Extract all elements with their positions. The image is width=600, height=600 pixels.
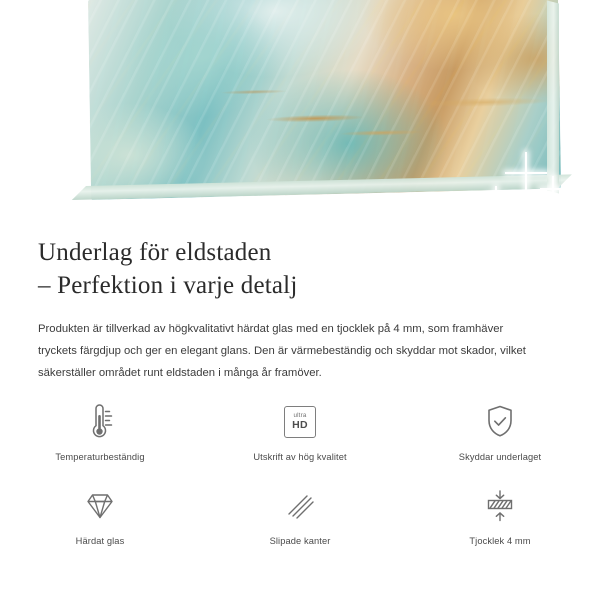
headline-line-2: – Perfektion i varje detalj xyxy=(38,272,298,299)
feature-item-print-quality xyxy=(200,392,400,476)
thickness-icon xyxy=(483,484,517,528)
hero-image-section xyxy=(0,0,600,222)
feature-item-polished-edges xyxy=(200,476,400,560)
description-paragraph: Produkten är tillverkad av högkvalitativt härdat glas med en tjocklek på 4 mm, som framhäver tryckets färgdjup och ger en elegant glans. Den är värmebeständig och skyddar mot skador, vilket säkerställer området runt eldstaden i många år framöver. xyxy=(38,323,526,380)
page-title xyxy=(0,222,600,302)
feature-item-temperature xyxy=(0,392,200,476)
text-content xyxy=(0,222,600,384)
glass-panel-marble-print xyxy=(88,0,561,200)
polished-edges-icon xyxy=(283,484,317,528)
feature-label: Temperaturbeständig xyxy=(55,452,145,462)
ultra-hd-badge-top: ultra xyxy=(293,412,307,420)
feature-label: Skyddar underlaget xyxy=(458,452,542,462)
thermometer-icon xyxy=(83,400,117,444)
feature-grid xyxy=(0,392,600,560)
diamond-icon xyxy=(82,484,118,528)
feature-item-thickness xyxy=(400,476,600,560)
headline-line-1: Underlag för eldstaden xyxy=(38,239,272,266)
ultra-hd-badge-bottom: HD xyxy=(292,418,308,431)
feature-item-protection xyxy=(400,392,600,476)
feature-label: Slipade kanter xyxy=(269,536,331,546)
glass-edge-right xyxy=(547,1,559,194)
feature-item-tempered-glass xyxy=(0,476,200,560)
feature-label: Härdat glas xyxy=(75,536,125,546)
shield-check-icon xyxy=(483,400,517,444)
feature-label: Tjocklek 4 mm xyxy=(469,536,531,546)
ultra-hd-icon xyxy=(284,400,316,444)
feature-label: Utskrift av hög kvalitet xyxy=(253,452,347,462)
